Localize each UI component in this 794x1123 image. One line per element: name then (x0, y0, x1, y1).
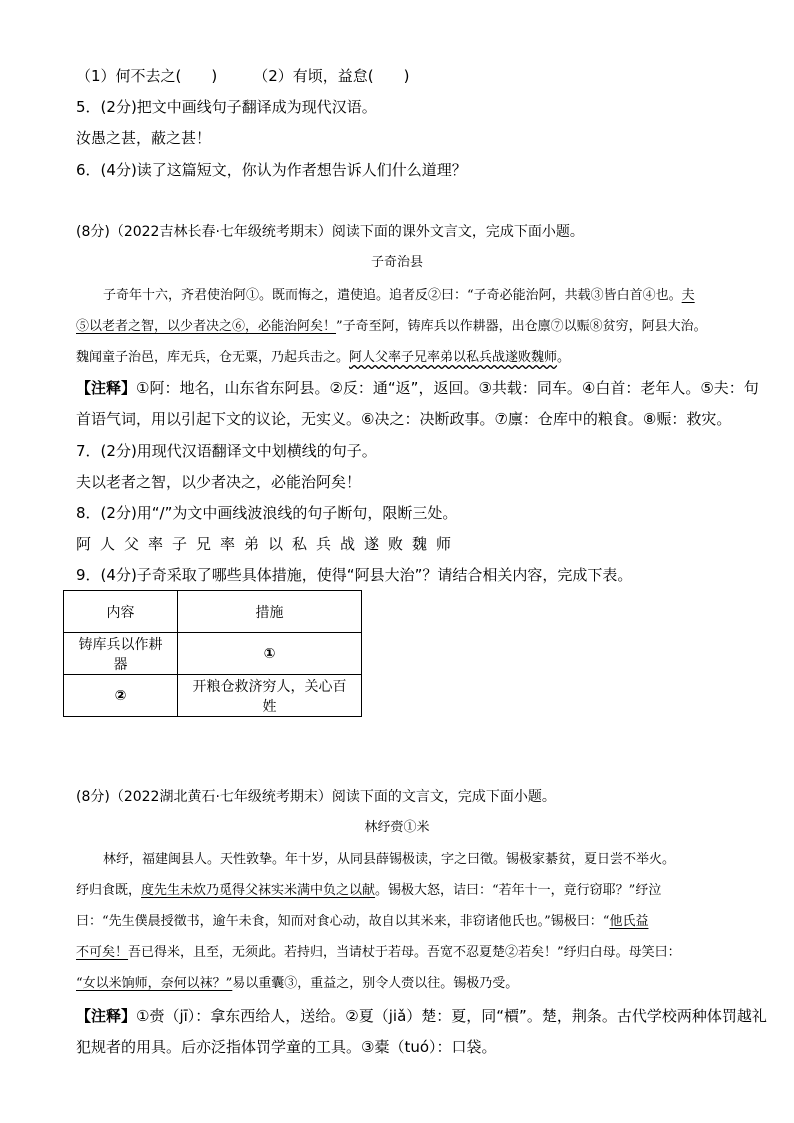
q6-prompt: 6．(4分)读了这篇短文，你认为作者想告诉人们什么道理？ (76, 161, 467, 179)
table-cell-blank: ① (178, 633, 362, 675)
q8-prompt: 8．(2分)用“/”为文中画线波浪线的句子断句，限断三处。 (76, 504, 458, 522)
q9-table (63, 590, 362, 717)
underlined-sentence: 不可矣！ (76, 945, 129, 960)
note-label: 【注释】 (76, 1007, 137, 1025)
passage2-header: (8分)（2022湖北黄石·七年级统考期末）阅读下面的文言文，完成下面小题。 (76, 789, 556, 805)
table-header-cell: 内容 (64, 591, 178, 633)
q8-sentence: 阿人父率子兄率弟以私兵战遂败魏师 (76, 535, 461, 553)
passage2-note-line-1: 【注释】①赍（jī）：拿东西给人，送给。②夏（jiǎ）楚：夏，同“檟”。楚，荆条。古代学校两种体罚越礼 (76, 1007, 767, 1025)
passage2-note-line-2: 犯规者的用具。后亦泛指体罚学童的工具。③橐（tuó）：口袋。 (76, 1038, 497, 1056)
passage2-line-1: 林纾，福建闽县人。天性敦挚。年十岁，从同县薛锡极读，字之曰徵。锡极家綦贫，夏日尝不举火。 (103, 852, 676, 867)
passage1-title: 子奇治县 (370, 255, 423, 270)
q4-item-2: （2）有顷，益怠( ) (253, 67, 410, 85)
underlined-sentence: “女以米饷师，奈何以袜？” (76, 976, 233, 991)
table-cell-blank: ② (64, 675, 178, 717)
underlined-sentence: 度先生未炊乃觅得父袜实米满中负之以献 (141, 883, 376, 898)
table-header-cell: 措施 (178, 591, 362, 633)
q5-sentence: 汝愚之甚，蔽之甚！ (76, 129, 212, 147)
passage1-header: (8分)（2022吉林长春·七年级统考期末）阅读下面的课外文言文，完成下面小题。 (76, 224, 584, 240)
q4-answer-row (76, 66, 410, 86)
passage2-line-5: “女以米饷师，奈何以袜？”易以重囊③，重益之，别令人赍以往。锡极乃受。 (76, 976, 519, 991)
passage2-title: 林纾赍①米 (364, 820, 430, 835)
passage2-line-4: 不可矣！吾已得米，且至，无须此。若持归，当请杖于若母。吾宽不忍夏楚②若矣！”纾归白母。母笑曰： (76, 945, 681, 960)
passage1-note-line-2: 首语气词，用以引起下文的议论，无实义。⑥决之：决断政事。⑦廪：仓库中的粮食。⑧赈：救灾。 (76, 410, 732, 428)
underlined-sentence: 他氏益 (609, 914, 649, 929)
q4-item-1: （1）何不去之( ) (76, 67, 218, 85)
q7-prompt: 7．(2分)用现代汉语翻译文中划横线的句子。 (76, 442, 377, 460)
underlined-sentence: 夫 (681, 288, 695, 303)
table-cell: 铸库兵以作耕器 (64, 633, 178, 675)
underlined-sentence: ⑤以老者之智，以少者决之⑥，必能治阿矣！ (76, 319, 337, 334)
passage1-line-3: 魏闻童子治邑，库无兵，仓无粟，乃起兵击之。阿人父率子兄率弟以私兵战遂败魏师。 (76, 350, 571, 365)
table-row (64, 675, 362, 717)
passage2-line-2: 纾归食既，度先生未炊乃觅得父袜实米满中负之以献。锡极大怒，诘曰：“若年十一，竟行窃耶？”纾泣 (76, 883, 662, 898)
note-label: 【注释】 (76, 379, 137, 397)
passage2-line-3: 曰：“先生僕晨授徵书，逾午未食，知而对食心动，故自以其米来，非窃诸他氏也。”锡极曰：“他氏益 (76, 914, 649, 929)
q7-sentence: 夫以老者之智，以少者决之，必能治阿矣！ (76, 473, 362, 491)
table-cell: 开粮仓救济穷人，关心百姓 (178, 675, 362, 717)
passage1-note-line-1: 【注释】①阿：地名，山东省东阿县。②反：通“返”，返回。③共载：同车。④白首：老年人。⑤夫：句 (76, 379, 759, 397)
table-row (64, 633, 362, 675)
wavy-underlined-sentence: 阿人父率子兄率弟以私兵战遂败魏师 (349, 350, 558, 365)
q5-prompt: 5．(2分)把文中画线句子翻译成为现代汉语。 (76, 98, 377, 116)
q9-prompt: 9．(4分)子奇采取了哪些具体措施，使得“阿县大治”？请结合相关内容，完成下表。 (76, 566, 633, 584)
table-header-row (64, 591, 362, 633)
passage1-line-2: ⑤以老者之智，以少者决之⑥，必能治阿矣！”子奇至阿，铸库兵以作耕器，出仓廪⑦以赈⑧贫穷，阿县大治。 (76, 319, 707, 334)
passage1-line-1: 子奇年十六，齐君使治阿①。既而悔之，遣使追。追者反②曰：“子奇必能治阿，共载③皆白首④也。夫 (103, 288, 695, 303)
